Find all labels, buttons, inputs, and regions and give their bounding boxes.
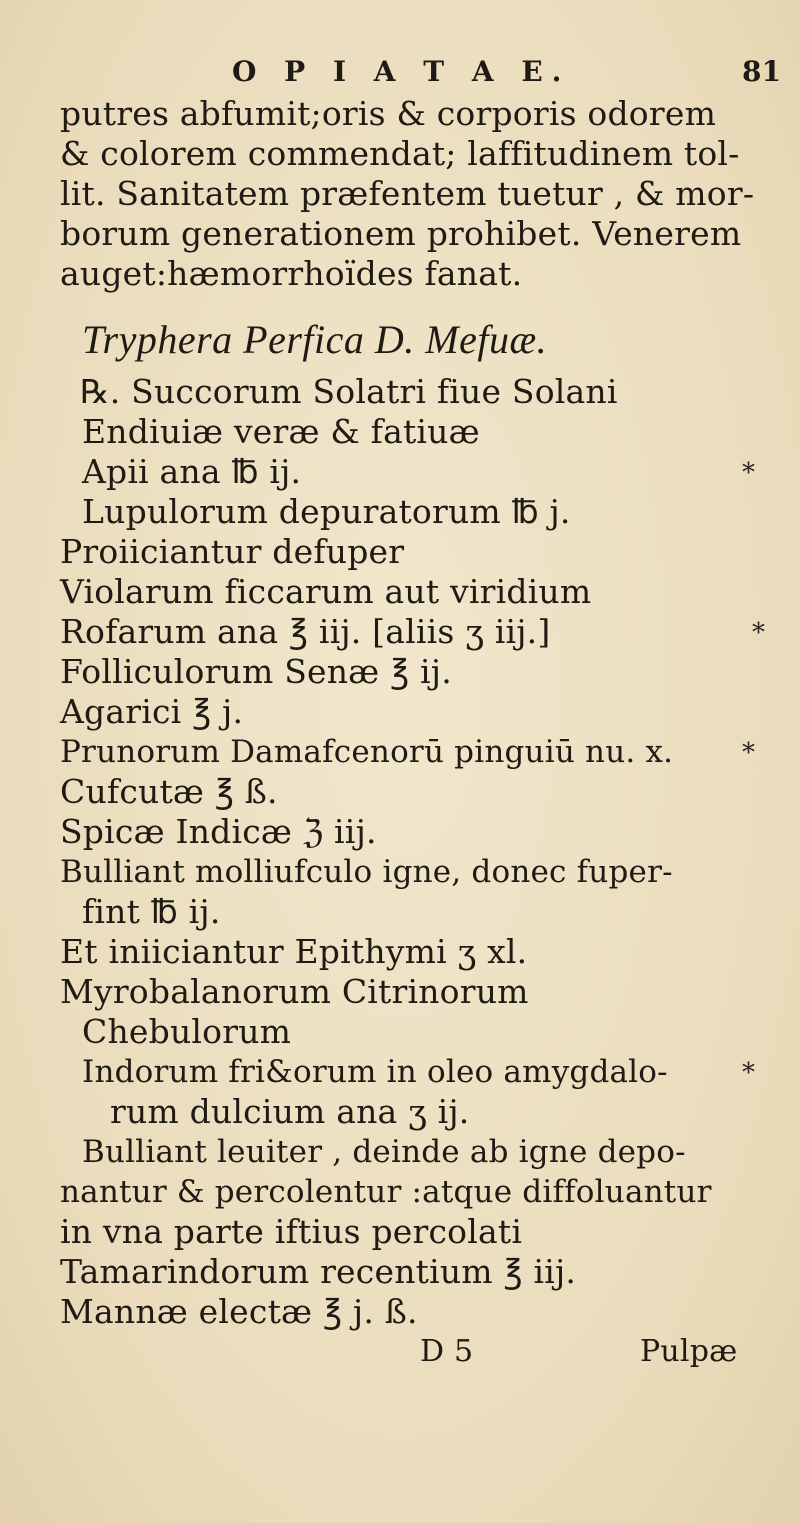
- recipe-line: Agarici ℥ j.: [60, 692, 244, 731]
- text-line: lit. Sanitatem præfentem tuetur , & mor-: [60, 174, 755, 213]
- recipe-line: Spicæ Indicæ ℨ iij.: [60, 812, 377, 851]
- catchword: Pulpæ: [640, 1334, 738, 1369]
- recipe-line: Endiuiæ veræ & fatiuæ: [82, 412, 480, 451]
- recipe-line: Violarum ficcarum aut viridium: [60, 572, 592, 611]
- recipe-line: ℞. Succorum Solatri fiue Solani: [80, 372, 618, 411]
- text-line: auget:hæmorrhoïdes fanat.: [60, 254, 523, 293]
- recipe-line: Folliculorum Senæ ℥ ij.: [60, 652, 452, 691]
- recipe-line: in vna parte iftius percolati: [60, 1212, 523, 1251]
- page-number: 81: [742, 55, 782, 88]
- recipe-line: rum dulcium ana ʒ ij.: [110, 1092, 470, 1131]
- recipe-line: Bulliant leuiter , deinde ab igne depo-: [82, 1134, 686, 1170]
- recipe-line: Myrobalanorum Citrinorum: [60, 972, 529, 1011]
- text-line: & colorem commendat; laffitudinem tol-: [60, 134, 740, 173]
- recipe-line: Rofarum ana ℥ iij. [aliis ʒ iij.]: [60, 612, 551, 651]
- recipe-line: Et iniiciantur Epithymi ʒ xl.: [60, 932, 528, 971]
- recipe-line: Apii ana ℔ ij.: [82, 452, 302, 491]
- recipe-line: Lupulorum depuratorum ℔ j.: [82, 492, 571, 531]
- recipe-line: Bulliant molliufculo igne, donec fuper-: [60, 854, 673, 890]
- text-line: putres abfumit;oris & corporis odorem: [60, 94, 717, 133]
- recipe-line: nantur & percolentur :atque diffoluantur: [60, 1174, 712, 1210]
- margin-asterisk: *: [742, 458, 755, 488]
- margin-asterisk: *: [752, 618, 765, 648]
- recipe-line: Proiiciantur defuper: [60, 532, 405, 571]
- recipe-line: Tamarindorum recentium ℥ iij.: [60, 1252, 577, 1291]
- margin-asterisk: *: [742, 1058, 755, 1088]
- text-line: borum generationem prohibet. Venerem: [60, 214, 742, 253]
- running-head-title: O P I A T A E.: [232, 55, 571, 88]
- recipe-line: Mannæ electæ ℥ j. ß.: [60, 1292, 418, 1331]
- recipe-line: Indorum fri&orum in oleo amygdalo-: [82, 1054, 668, 1090]
- recipe-title: Tryphera Perfica D. Mefuæ.: [82, 317, 548, 362]
- margin-asterisk: *: [742, 738, 755, 768]
- recipe-line: Chebulorum: [82, 1012, 292, 1051]
- recipe-line: Cufcutæ ℥ ß.: [60, 772, 278, 811]
- recipe-line: Prunorum Damafcenorū pinguiū nu. x.: [60, 734, 674, 770]
- signature-mark: D 5: [420, 1334, 474, 1369]
- recipe-line: fint ℔ ij.: [82, 892, 221, 931]
